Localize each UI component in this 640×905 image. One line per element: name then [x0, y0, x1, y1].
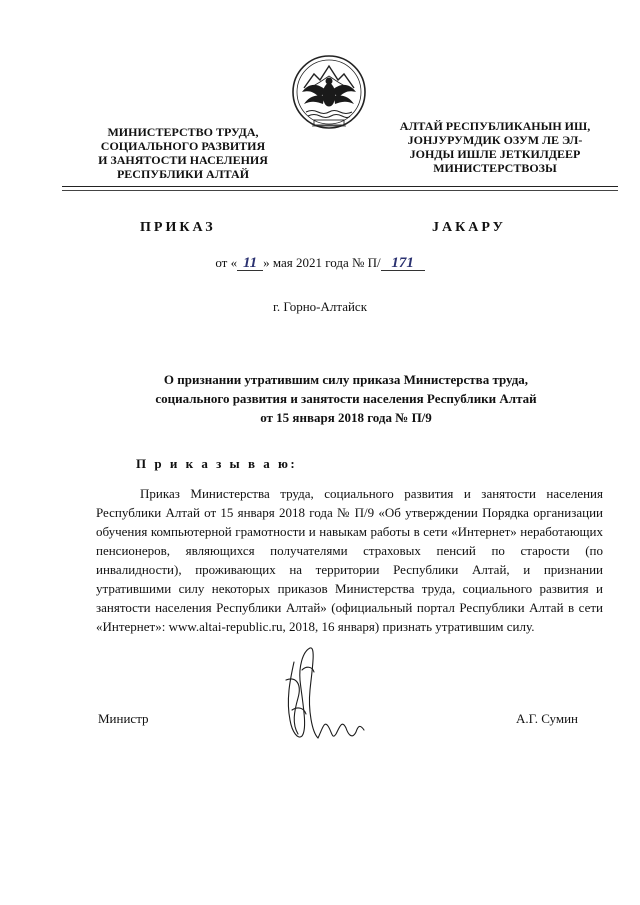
header-divider-thin: [62, 190, 618, 191]
doc-type-altai: ЈАКАРУ: [432, 220, 506, 235]
header-line: ЈОНДЫ ИШЛЕ ЈЕТКИЛДЕЕР: [409, 147, 581, 161]
ministry-name-altai: [372, 119, 618, 175]
date-prefix: от «: [215, 255, 238, 270]
document-title: [96, 370, 596, 427]
signatory-position: Министр: [98, 711, 149, 726]
header-line: РЕСПУБЛИКИ АЛТАЙ: [116, 167, 250, 181]
title-line: О признании утратившим силу приказа Министерства труда,: [163, 372, 529, 387]
header-line: МИНИСТЕРСТВОЗЫ: [433, 161, 557, 175]
title-line: от 15 января 2018 года № П/9: [260, 410, 432, 425]
handwritten-order-number: 171: [381, 257, 425, 271]
date-line: [0, 255, 640, 271]
header-line: И ЗАНЯТОСТИ НАСЕЛЕНИЯ: [98, 153, 268, 167]
signatory-name: А.Г. Сумин: [516, 711, 579, 726]
title-line: социального развития и занятости населения Республики Алтай: [155, 391, 537, 406]
body-paragraph: Приказ Министерства труда, социального развития и занятости населения Республики Алтай от 15 января 2018 года № П/9 «Об утверждении Порядка организации обучения компьютерной грамотности и навыкам работы в сети «Интернет» неработающих пенсионеров, являющихся получателями страховых пенсий по старости (по инвалидности), проживающих на территории Республики Алтай, и признании утратившими силу некоторых приказов Министерства труда, социального развития и занятости населения Республики Алтай» (официальный портал Республики Алтай в сети «Интернет»: www.altai-republic.ru, 2018, 16 января) признать утратившим силу.: [96, 486, 603, 634]
header-line: ЈОНЈУРУМДИК ОЗУМ ЛЕ ЭЛ-: [407, 133, 583, 147]
handwritten-signature-icon: [272, 640, 382, 752]
doc-type-ru: ПРИКАЗ: [140, 220, 216, 235]
ministry-name-ru: [62, 125, 304, 181]
header-line: АЛТАЙ РЕСПУБЛИКАНЫН ИШ,: [399, 119, 591, 133]
header-divider: [62, 186, 618, 187]
date-middle: » мая 2021 года № П/: [263, 255, 381, 270]
handwritten-day: 11: [237, 257, 263, 271]
header-line: МИНИСТЕРСТВО ТРУДА,: [107, 125, 259, 139]
city: г. Горно-Алтайск: [272, 299, 368, 314]
order-word: П р и к а з ы в а ю:: [136, 456, 298, 471]
header-line: СОЦИАЛЬНОГО РАЗВИТИЯ: [100, 139, 266, 153]
